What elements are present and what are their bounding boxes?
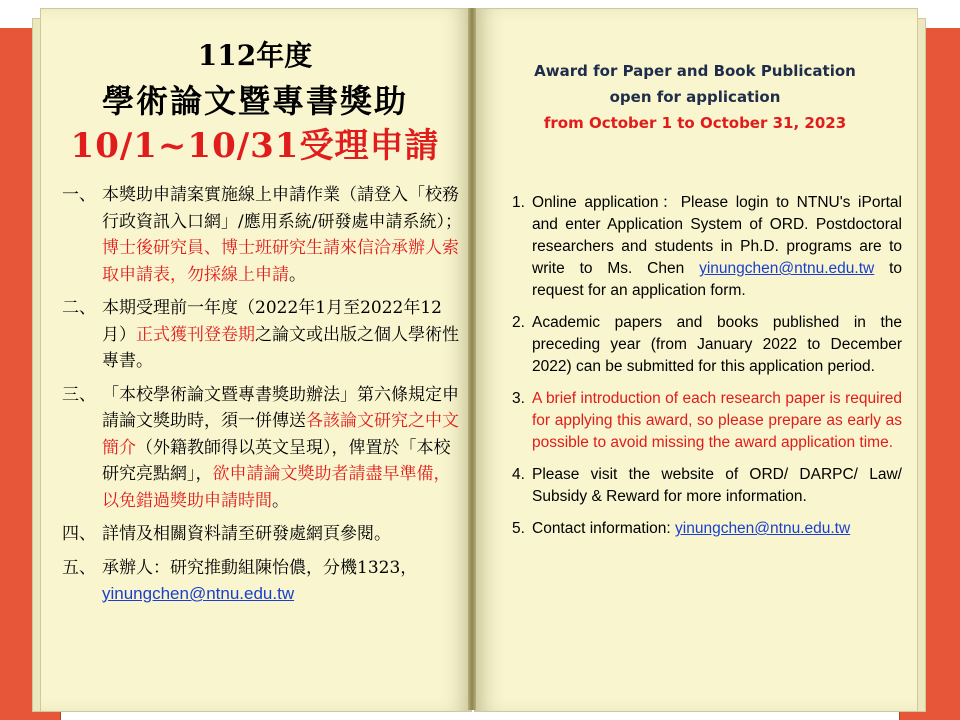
zh-year-title: 112年度	[197, 39, 313, 72]
zh-text-normal: 。	[272, 490, 289, 511]
zh-text-normal: 「本校學術論文暨專書獎助辦法」第六條規定申請論文獎助時，須一併傳送	[102, 384, 459, 431]
zh-item-list	[62, 182, 467, 615]
zh-text-normal: 本期受理前一年度（2022年1月至2022年12月）	[102, 298, 442, 345]
en-title-line1: Award for Paper and Book Publication	[534, 62, 856, 80]
zh-item-3	[62, 382, 467, 515]
en-title-line2: open for application	[609, 88, 781, 106]
zh-item-4	[62, 521, 467, 548]
zh-item-text	[102, 295, 467, 375]
en-item-number: 2.	[512, 314, 525, 331]
zh-item-5	[62, 555, 467, 608]
zh-text-highlight: 各該論文研究之中文簡介	[102, 411, 459, 458]
zh-date-title: 10/1~10/31受理申請	[70, 126, 440, 166]
zh-main-title: 學術論文暨專書獎助	[101, 82, 408, 120]
en-item-text: Academic papers and books published in the preceding year (from January 2022 to December 2022) can be submitted for this application period.	[532, 314, 902, 375]
zh-text-normal: 之論文或出版之個人學術性專書。	[102, 324, 459, 371]
en-item-4	[512, 464, 902, 508]
zh-item-text: 詳情及相關資料請至研發處網頁參閱。	[102, 524, 391, 544]
zh-item-number: 一、	[62, 185, 96, 205]
en-item-number: 5.	[512, 520, 525, 537]
en-item-text	[532, 518, 902, 540]
en-item-2	[512, 312, 902, 378]
zh-item-text	[102, 555, 467, 608]
zh-item-1	[62, 182, 467, 288]
zh-text-highlight: 博士後研究員、博士班研究生請來信洽承辦人索取申請表，勿採線上申請	[102, 238, 459, 285]
en-title-line3: from October 1 to October 31, 2023	[543, 114, 847, 132]
en-item-1	[512, 192, 902, 302]
zh-item-number: 三、	[62, 384, 96, 405]
zh-item-number: 二、	[62, 298, 96, 318]
zh-item-text	[102, 382, 467, 515]
zh-text-highlight: 欲申請論文獎助者請盡早準備，以免錯過獎助申請時間	[102, 464, 451, 511]
en-text-normal: Online application：Please login to NTNU's iPortal and enter Application System of ORD. Postdoctoral researchers and students in Ph.D. programs are to write to Ms. Chen	[532, 194, 902, 277]
en-item-5	[512, 518, 902, 540]
en-text-normal: to request for an application form.	[532, 260, 903, 299]
en-text-normal: Contact information:	[532, 520, 676, 537]
en-item-list	[512, 192, 902, 550]
zh-text-normal: （外籍教師得以英文呈現），俾置於「本校研究亮點網」，	[102, 437, 451, 484]
zh-text-normal: 。	[289, 264, 306, 285]
zh-text-normal: 本獎助申請案實施線上申請作業（請登入「校務行政資訊入口網」/應用系統/研發處申請系統）；	[102, 185, 462, 232]
en-contact-email-link[interactable]: yinungchen@ntnu.edu.tw	[675, 520, 851, 537]
zh-email-link[interactable]: yinungchen@ntnu.edu.tw	[102, 584, 295, 603]
en-item-number: 3.	[512, 390, 525, 407]
en-email-link[interactable]: yinungchen@ntnu.edu.tw	[699, 260, 875, 277]
zh-item-number: 五、	[62, 557, 96, 578]
zh-text-highlight: 正式獲刊登卷期	[136, 324, 255, 345]
zh-item-2	[62, 295, 467, 375]
en-item-text-highlight: A brief introduction of each research paper is required for applying this award, so please prepare as early as possible to avoid missing the award application time.	[532, 390, 902, 451]
en-item-3	[512, 388, 902, 454]
zh-item-text	[102, 182, 467, 288]
zh-item-number: 四、	[62, 524, 96, 544]
en-item-text	[532, 192, 902, 302]
zh-text-normal: 承辦人：研究推動組陳怡儂，分機1323，	[102, 557, 418, 578]
en-item-number: 1.	[512, 194, 525, 211]
en-item-text: Please visit the website of ORD/ DARPC/ Law/ Subsidy & Reward for more information.	[532, 466, 902, 505]
en-item-number: 4.	[512, 466, 525, 483]
